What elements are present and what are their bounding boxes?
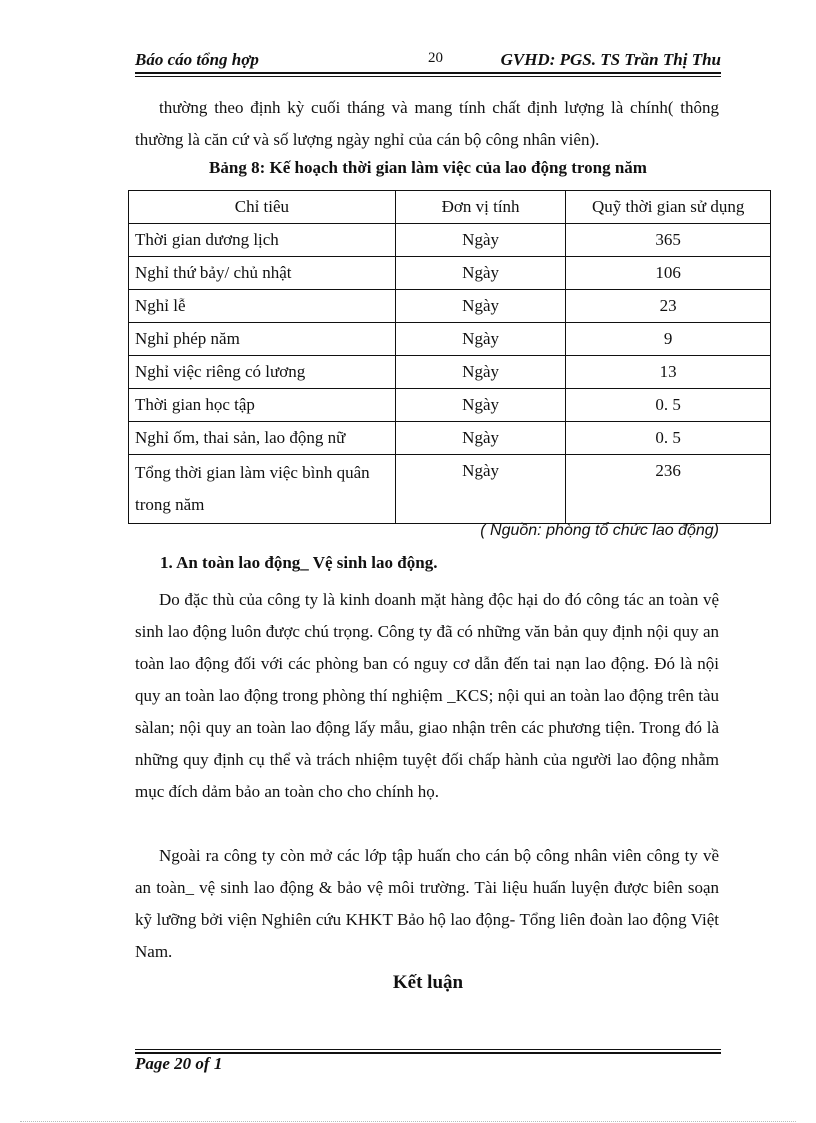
table-cell: Thời gian dương lịch bbox=[129, 224, 396, 257]
page-header bbox=[135, 48, 721, 72]
table-cell: Ngày bbox=[395, 356, 566, 389]
table-cell: Nghỉ ốm, thai sản, lao động nữ bbox=[129, 422, 396, 455]
footer-rule bbox=[135, 1052, 721, 1054]
table-cell: 0. 5 bbox=[566, 389, 771, 422]
table-cell: 13 bbox=[566, 356, 771, 389]
table-cell: 0. 5 bbox=[566, 422, 771, 455]
table-cell: 236 bbox=[566, 455, 771, 524]
table-row bbox=[129, 422, 771, 455]
header-supervisor: GVHD: PGS. TS Trần Thị Thu bbox=[500, 50, 721, 69]
table-header-cell: Chỉ tiêu bbox=[129, 191, 396, 224]
table-cell: Ngày bbox=[395, 455, 566, 524]
header-title: Báo cáo tổng hợp bbox=[135, 50, 259, 69]
table-cell: 106 bbox=[566, 257, 771, 290]
page-footer: Page 20 of 1 bbox=[135, 1054, 223, 1073]
table-row bbox=[129, 455, 771, 524]
page-edge-dotted-line bbox=[20, 1121, 796, 1122]
table-source-note: ( Nguồn: phòng tổ chức lao động) bbox=[480, 522, 719, 539]
paragraph-safety-text: Do đặc thù của công ty là kinh doanh mặt hàng độc hại do đó công tác an toàn vệ sinh lao động luôn được chú trọng. Công ty đã có những văn bản quy định nội quy an toàn lao động đối với các phòng ban có nguy cơ dẫn đến tai nạn lao động. Đó là nội quy an toàn lao động trong phòng thí nghiệm _KCS; nội qui an toàn lao động trên tàu sàlan; nội quy an toàn lao động lấy mẫu, giao nhận trên các phương tiện. Trong đó là những quy định cụ thể và trách nhiệm tuyệt đối chấp hành của người lao động nhằm mục đích dảm bảo an toàn cho cho chính họ. bbox=[135, 590, 719, 801]
table-row bbox=[129, 389, 771, 422]
section-heading bbox=[160, 553, 437, 573]
footer-rule-thin bbox=[135, 1049, 721, 1050]
intro-paragraph bbox=[135, 92, 719, 156]
table-row bbox=[129, 323, 771, 356]
table-cell: 365 bbox=[566, 224, 771, 257]
table-cell: Ngày bbox=[395, 389, 566, 422]
table-header-cell: Đơn vị tính bbox=[395, 191, 566, 224]
header-rule-thin bbox=[135, 76, 721, 77]
table-cell: Ngày bbox=[395, 290, 566, 323]
table-cell: Ngày bbox=[395, 224, 566, 257]
section-title: An toàn lao động_ Vệ sinh lao động. bbox=[176, 553, 438, 572]
header-rule bbox=[135, 72, 721, 74]
paragraph-training-text: Ngoài ra công ty còn mở các lớp tập huấn cho cán bộ công nhân viên công ty về an toàn_ vệ sinh lao động & bảo vệ môi trường. Tài liệu huấn luyện được biên soạn kỹ lưỡng bởi viện Nghiên cứu KHKT Bảo hộ lao động- Tổng liên đoàn lao động Việt Nam. bbox=[135, 846, 719, 961]
table-cell: Ngày bbox=[395, 323, 566, 356]
table-cell: Nghỉ thứ bảy/ chủ nhật bbox=[129, 257, 396, 290]
table-cell: 9 bbox=[566, 323, 771, 356]
table-row bbox=[129, 257, 771, 290]
table-cell: Nghỉ lễ bbox=[129, 290, 396, 323]
paragraph-safety bbox=[135, 584, 719, 808]
conclusion-heading: Kết luận bbox=[392, 972, 464, 993]
table-cell: Thời gian học tập bbox=[129, 389, 396, 422]
table-cell: Ngày bbox=[395, 422, 566, 455]
intro-paragraph-text: thường theo định kỳ cuối tháng và mang tính chất định lượng là chính( thông thường là căn cứ và số lượng ngày nghỉ của cán bộ công nhân viên). bbox=[135, 98, 719, 149]
table-row bbox=[129, 290, 771, 323]
table-cell: 23 bbox=[566, 290, 771, 323]
paragraph-training bbox=[135, 840, 719, 968]
work-time-table bbox=[128, 190, 771, 524]
table-header-row bbox=[129, 191, 771, 224]
header-page-number: 20 bbox=[428, 50, 443, 66]
table-caption: Bảng 8: Kế hoạch thời gian làm việc của lao động trong năm bbox=[209, 158, 647, 177]
table-cell: Nghỉ việc riêng có lương bbox=[129, 356, 396, 389]
table-cell: Ngày bbox=[395, 257, 566, 290]
table-cell: Nghỉ phép năm bbox=[129, 323, 396, 356]
table-row bbox=[129, 224, 771, 257]
section-number: 1. bbox=[160, 553, 173, 572]
table-cell: Tổng thời gian làm việc bình quân trong năm bbox=[129, 455, 396, 524]
table-row bbox=[129, 356, 771, 389]
table-header-cell: Quỹ thời gian sử dụng bbox=[566, 191, 771, 224]
